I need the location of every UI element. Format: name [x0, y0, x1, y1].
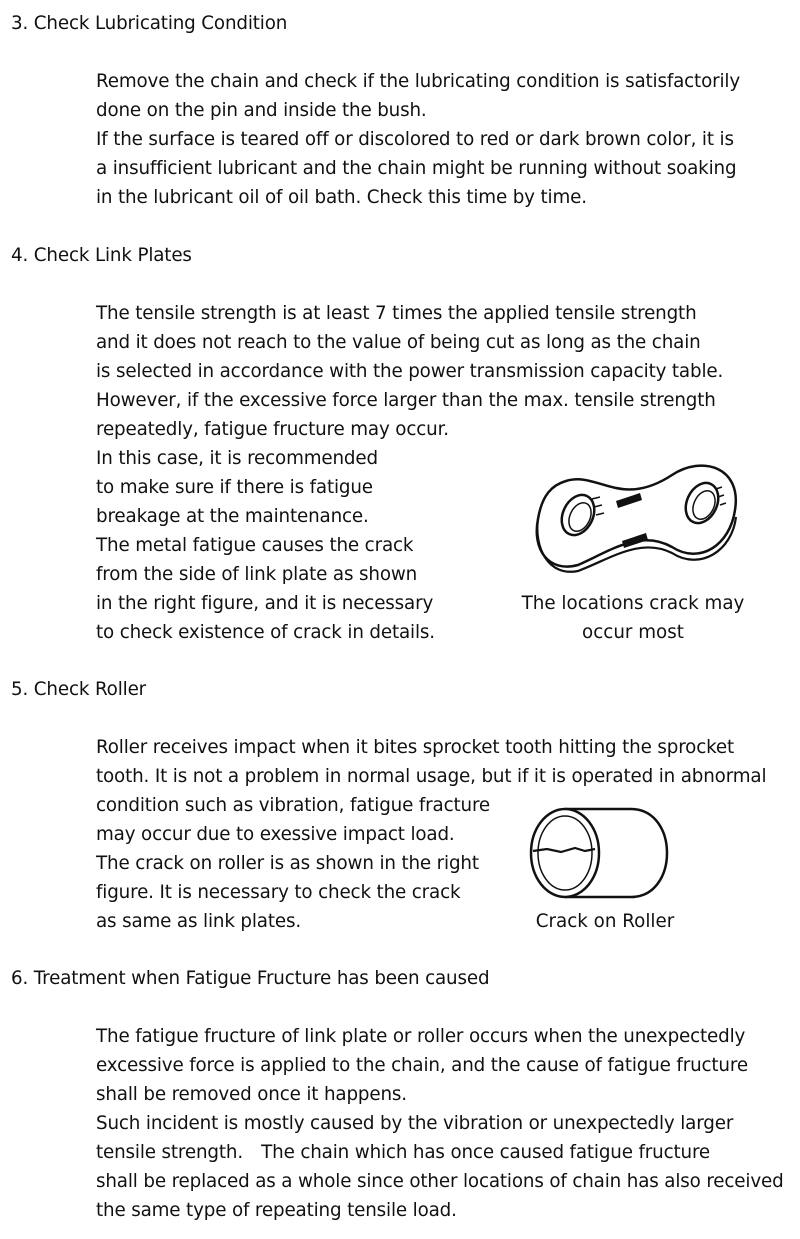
- section-4-line: In this case, it is recommended: [96, 448, 378, 469]
- section-4-line: However, if the excessive force larger than the max. tensile strength: [96, 390, 716, 411]
- section-4-line: in the right figure, and it is necessary: [96, 593, 434, 614]
- section-6-line: excessive force is applied to the chain, and the cause of fatigue fructure: [96, 1055, 748, 1076]
- section-4-heading: 4. Check Link Plates: [11, 245, 192, 266]
- section-5-heading: 5. Check Roller: [11, 679, 147, 700]
- section-4-line: and it does not reach to the value of being cut as long as the chain: [96, 332, 701, 353]
- section-6-line: tensile strength. The chain which has once caused fatigue fructure: [96, 1142, 711, 1163]
- roller-caption: Crack on Roller: [535, 911, 675, 932]
- section-4-line: repeatedly, fatigue fructure may occur.: [96, 419, 449, 440]
- section-5-line: The crack on roller is as shown in the right: [96, 853, 479, 874]
- section-3-heading: 3. Check Lubricating Condition: [11, 13, 288, 34]
- section-5-line: figure. It is necessary to check the crack: [96, 882, 461, 903]
- section-3-line: If the surface is teared off or discolored to red or dark brown color, it is: [96, 129, 734, 150]
- section-3-line: done on the pin and inside the bush.: [96, 100, 427, 121]
- section-4-line: is selected in accordance with the power transmission capacity table.: [96, 361, 724, 382]
- section-4-line: to check existence of crack in details.: [96, 622, 435, 643]
- section-4-line: The tensile strength is at least 7 times the applied tensile strength: [96, 303, 697, 324]
- section-5-line: Roller receives impact when it bites sprocket tooth hitting the sprocket: [96, 737, 735, 758]
- link-plate-icon: [530, 455, 742, 580]
- section-5-line: as same as link plates.: [96, 911, 301, 932]
- section-4-line: The metal fatigue causes the crack: [96, 535, 414, 556]
- section-5-line: condition such as vibration, fatigue fracture: [96, 795, 491, 816]
- section-4-line: from the side of link plate as shown: [96, 564, 418, 585]
- link-plate-caption: occur most: [582, 622, 684, 643]
- section-6-line: The fatigue fructure of link plate or roller occurs when the unexpectedly: [96, 1026, 746, 1047]
- link-plate-caption: The locations crack may: [521, 593, 745, 614]
- section-5-line: may occur due to exessive impact load.: [96, 824, 455, 845]
- section-6-line: shall be replaced as a whole since other locations of chain has also received: [96, 1171, 784, 1192]
- section-3-line: a insufficient lubricant and the chain might be running without soaking: [96, 158, 737, 179]
- cracked-roller-icon: [527, 805, 672, 900]
- section-6-heading: 6. Treatment when Fatigue Fructure has been caused: [11, 968, 490, 989]
- section-4-line: breakage at the maintenance.: [96, 506, 369, 527]
- section-6-line: shall be removed once it happens.: [96, 1084, 407, 1105]
- section-3-line: in the lubricant oil of oil bath. Check this time by time.: [96, 187, 587, 208]
- section-3-line: Remove the chain and check if the lubricating condition is satisfactorily: [96, 71, 741, 92]
- section-6-line: the same type of repeating tensile load.: [96, 1200, 457, 1221]
- section-4-line: to make sure if there is fatigue: [96, 477, 373, 498]
- section-6-line: Such incident is mostly caused by the vibration or unexpectedly larger: [96, 1113, 734, 1134]
- section-5-line: tooth. It is not a problem in normal usage, but if it is operated in abnormal: [96, 766, 767, 787]
